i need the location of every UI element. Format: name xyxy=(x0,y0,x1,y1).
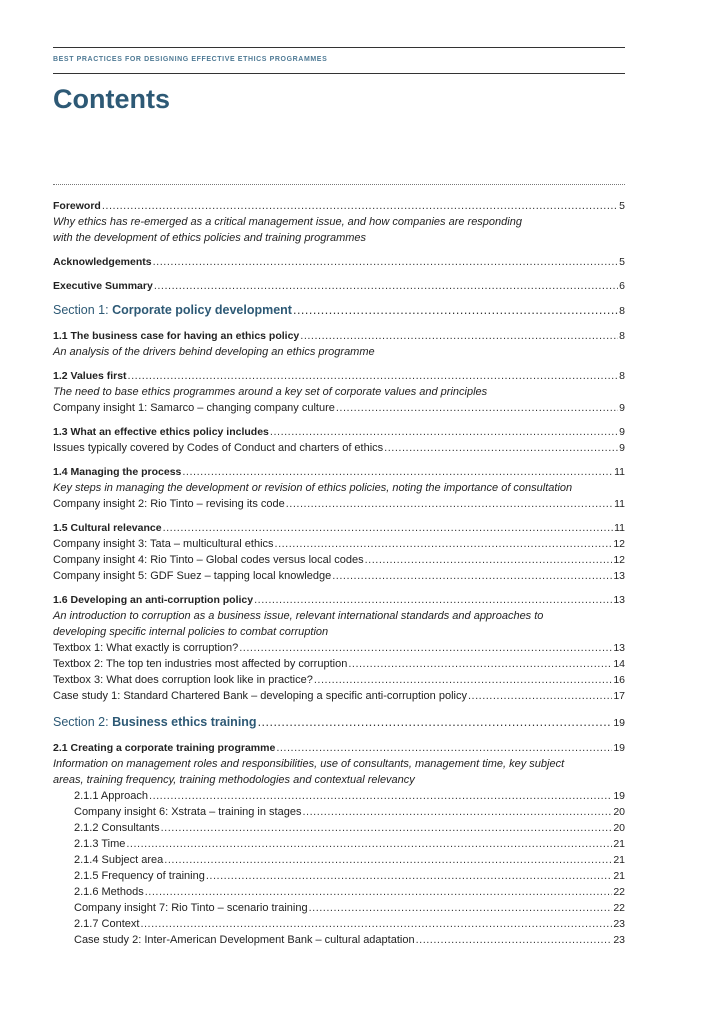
toc-entry-title: 2.1.6 Methods xyxy=(74,886,144,898)
toc-page-number: 9 xyxy=(619,402,625,414)
toc-page-number: 23 xyxy=(613,918,625,930)
dot-leader xyxy=(140,916,612,932)
toc-entry-title: Issues typically covered by Codes of Conduct and charters of ethics xyxy=(53,442,384,454)
dot-leader xyxy=(128,368,619,384)
toc-page-number: 16 xyxy=(613,674,625,686)
toc-entry-title: Company insight 7: Rio Tinto – scenario training xyxy=(74,902,308,914)
toc-entry-title: 2.1 Creating a corporate training programme xyxy=(53,742,276,754)
dot-leader xyxy=(275,536,613,552)
toc-entry[interactable] xyxy=(53,820,625,836)
dot-leader xyxy=(161,820,613,836)
toc-entry-title: 2.1.4 Subject area xyxy=(74,854,164,866)
toc-page-number: 19 xyxy=(613,790,625,802)
dot-leader xyxy=(276,740,612,756)
toc-entry-title: 1.2 Values first xyxy=(53,370,127,382)
toc-entry-title: 2.1.1 Approach xyxy=(74,790,149,802)
dot-leader xyxy=(154,278,618,294)
dotted-divider xyxy=(53,184,625,185)
toc-entry[interactable] xyxy=(53,368,625,384)
toc-entry-title: 2.1.3 Time xyxy=(74,838,126,850)
toc-page-number: 21 xyxy=(613,870,625,882)
toc-entry-title: Company insight 2: Rio Tinto – revising its code xyxy=(53,498,285,510)
dot-leader xyxy=(302,804,612,820)
dot-leader xyxy=(258,714,613,730)
toc-page-number: 23 xyxy=(613,934,625,946)
toc-page-number: 12 xyxy=(613,554,625,566)
toc-entry-title: Case study 2: Inter-American Development Bank – cultural adaptation xyxy=(74,934,415,946)
toc-entry[interactable] xyxy=(53,496,625,512)
toc-entry[interactable] xyxy=(53,656,625,672)
toc-section-number: Section 2: xyxy=(53,715,109,729)
dot-leader xyxy=(293,302,618,318)
toc-entry-title: Textbox 1: What exactly is corruption? xyxy=(53,642,239,654)
header-top-rule xyxy=(53,47,625,48)
toc-description: An analysis of the drivers behind developing an ethics programme xyxy=(53,346,375,358)
toc-entry-title: 1.1 The business case for having an ethics policy xyxy=(53,330,300,342)
toc-entry[interactable] xyxy=(53,932,625,948)
dot-leader xyxy=(239,640,612,656)
dot-leader xyxy=(145,884,613,900)
dot-leader xyxy=(348,656,612,672)
toc-page-number: 22 xyxy=(613,886,625,898)
toc-page-number: 21 xyxy=(613,838,625,850)
header-bottom-rule xyxy=(53,73,625,74)
toc-entry[interactable] xyxy=(53,254,625,270)
toc-description: Why ethics has re-emerged as a critical management issue, and how companies are responding xyxy=(53,216,522,228)
toc-entry-title: 2.1.5 Frequency of training xyxy=(74,870,205,882)
dot-leader xyxy=(365,552,613,568)
toc-entry-title: Company insight 6: Xstrata – training in stages xyxy=(74,806,302,818)
dot-leader xyxy=(384,440,618,456)
toc-entry-title: Textbox 2: The top ten industries most affected by corruption xyxy=(53,658,348,670)
toc-entry-title: 1.5 Cultural relevance xyxy=(53,522,162,534)
dot-leader xyxy=(149,788,612,804)
toc-section-entry[interactable] xyxy=(53,714,625,730)
toc-description: areas, training frequency, training methodologies and contextual relevancy xyxy=(53,774,415,786)
toc-entry[interactable] xyxy=(53,740,625,756)
toc-page-number: 17 xyxy=(613,690,625,702)
toc-section-heading xyxy=(53,302,292,318)
toc-page-number: 12 xyxy=(613,538,625,550)
toc-entry-title: 1.6 Developing an anti-corruption policy xyxy=(53,594,254,606)
toc-section-entry[interactable] xyxy=(53,302,625,318)
toc-section-heading xyxy=(53,714,257,730)
dot-leader xyxy=(254,592,612,608)
toc-page-number: 14 xyxy=(613,658,625,670)
toc-section-title: Corporate policy development xyxy=(112,303,292,317)
toc-entry[interactable] xyxy=(53,328,625,344)
toc-page-number: 9 xyxy=(619,426,625,438)
toc-entry-title: Case study 1: Standard Chartered Bank – developing a specific anti-corruption policy xyxy=(53,690,467,702)
toc-page-number: 5 xyxy=(619,256,625,268)
toc-entry[interactable] xyxy=(53,592,625,608)
dot-leader xyxy=(126,836,612,852)
toc-page-number: 21 xyxy=(613,854,625,866)
toc-page-number: 13 xyxy=(613,594,625,606)
toc-entry-title: Textbox 3: What does corruption look like in practice? xyxy=(53,674,313,686)
toc-description: The need to base ethics programmes around a key set of corporate values and principles xyxy=(53,386,488,398)
toc-entry-title: Executive Summary xyxy=(53,280,153,292)
toc-page-number: 5 xyxy=(619,200,625,212)
toc-description: Key steps in managing the development or revision of ethics policies, noting the importance of consultation xyxy=(53,482,573,494)
toc-entry[interactable] xyxy=(53,440,625,456)
toc-entry-title: Foreword xyxy=(53,200,101,212)
dot-leader xyxy=(286,496,613,512)
dot-leader xyxy=(309,900,613,916)
dot-leader xyxy=(416,932,613,948)
toc-page-number: 11 xyxy=(614,498,625,510)
toc-entry[interactable] xyxy=(53,400,625,416)
dot-leader xyxy=(163,520,614,536)
toc-section-number: Section 1: xyxy=(53,303,109,317)
toc-entry[interactable] xyxy=(53,464,625,480)
toc-entry[interactable] xyxy=(53,520,625,536)
toc-entry-title: 2.1.7 Context xyxy=(74,918,140,930)
toc-entry[interactable] xyxy=(53,198,625,214)
dot-leader xyxy=(182,464,613,480)
toc-entry-title: Company insight 3: Tata – multicultural ethics xyxy=(53,538,274,550)
toc-entry-title: Company insight 4: Rio Tinto – Global codes versus local codes xyxy=(53,554,364,566)
toc-description: developing specific internal policies to combat corruption xyxy=(53,626,329,638)
toc-entry[interactable] xyxy=(53,804,625,820)
toc-page-number: 20 xyxy=(613,822,625,834)
toc-page-number: 8 xyxy=(619,305,625,317)
dot-leader xyxy=(153,254,619,270)
dot-leader xyxy=(300,328,618,344)
toc-page-number: 20 xyxy=(613,806,625,818)
dot-leader xyxy=(102,198,618,214)
toc-entry[interactable] xyxy=(53,552,625,568)
toc-entry[interactable] xyxy=(53,568,625,584)
toc-entry[interactable] xyxy=(53,916,625,932)
toc-page-number: 19 xyxy=(613,742,625,754)
toc-entry[interactable] xyxy=(53,672,625,688)
dot-leader xyxy=(270,424,618,440)
toc-entry[interactable] xyxy=(53,884,625,900)
toc-entry[interactable] xyxy=(53,868,625,884)
toc-entry-title: 1.3 What an effective ethics policy includes xyxy=(53,426,269,438)
toc-description: with the development of ethics policies and training programmes xyxy=(53,232,367,244)
toc-page-number: 8 xyxy=(619,370,625,382)
toc-entry-title: Company insight 1: Samarco – changing company culture xyxy=(53,402,335,414)
dot-leader xyxy=(164,852,612,868)
toc-page-number: 13 xyxy=(613,570,625,582)
toc-page-number: 9 xyxy=(619,442,625,454)
toc-page-number: 13 xyxy=(613,642,625,654)
toc-entry[interactable] xyxy=(53,852,625,868)
toc-section-title: Business ethics training xyxy=(112,715,257,729)
toc-entry[interactable] xyxy=(53,836,625,852)
page-title: Contents xyxy=(53,84,170,114)
toc-entry-title: 1.4 Managing the process xyxy=(53,466,182,478)
dot-leader xyxy=(468,688,612,704)
toc-entry-title: Acknowledgements xyxy=(53,256,152,268)
toc-description: Information on management roles and responsibilities, use of consultants, management time, key subject xyxy=(53,758,565,770)
toc-entry-title: Company insight 5: GDF Suez – tapping local knowledge xyxy=(53,570,332,582)
toc-page-number: 6 xyxy=(619,280,625,292)
toc-page-number: 19 xyxy=(613,717,625,729)
running-head: BEST PRACTICES FOR DESIGNING EFFECTIVE ETHICS PROGRAMMES xyxy=(53,56,328,63)
toc-entry[interactable] xyxy=(53,278,625,294)
toc-entry[interactable] xyxy=(53,424,625,440)
toc-entry[interactable] xyxy=(53,788,625,804)
dot-leader xyxy=(206,868,612,884)
dot-leader xyxy=(336,400,618,416)
dot-leader xyxy=(314,672,612,688)
toc-entry[interactable] xyxy=(53,900,625,916)
dot-leader xyxy=(332,568,612,584)
toc-entry[interactable] xyxy=(53,688,625,704)
toc-description: An introduction to corruption as a business issue, relevant international standards and approaches to xyxy=(53,610,544,622)
toc-entry[interactable] xyxy=(53,536,625,552)
toc-page-number: 22 xyxy=(613,902,625,914)
toc-page-number: 8 xyxy=(619,330,625,342)
toc-entry-title: 2.1.2 Consultants xyxy=(74,822,160,834)
toc-entry[interactable] xyxy=(53,640,625,656)
toc-page-number: 11 xyxy=(614,522,625,534)
toc-page-number: 11 xyxy=(614,466,625,478)
